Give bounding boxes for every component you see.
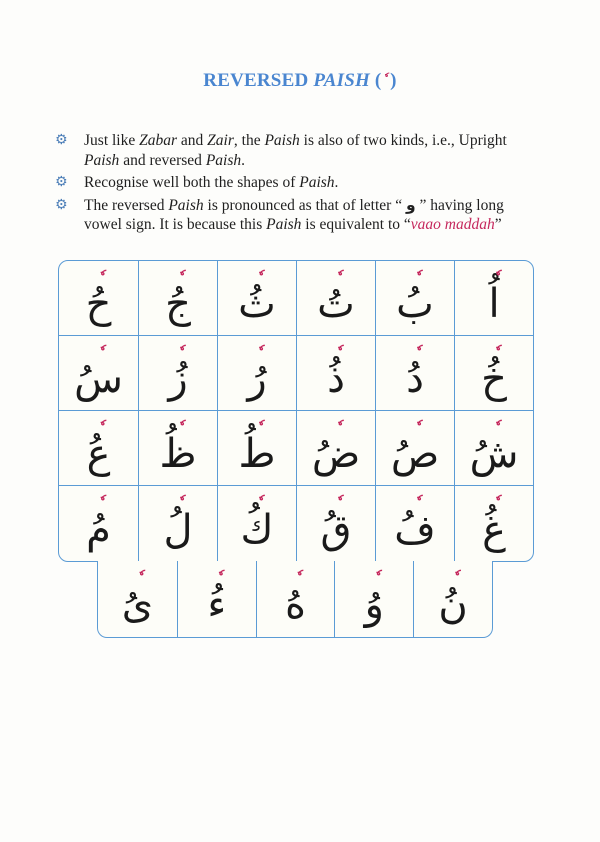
bullet-text: و [405,195,416,214]
bullet-text: Zabar [139,132,178,149]
bullet-text: The reversed [84,196,169,214]
bullet-text: Paish [299,174,335,191]
letter-cell [296,261,375,336]
gear-icon: ⚙ [55,132,68,148]
arabic-letter: بُ [396,281,434,327]
arabic-letter: مُ [86,506,111,553]
letter-cell [296,336,375,411]
arabic-letter: تُ [317,281,355,327]
arabic-letter: هُ [285,582,306,628]
bullet-item [55,173,545,193]
bullet-text: . [334,174,339,191]
title-open: ( [369,70,382,91]
letter-grid-bottom-row [97,561,493,638]
letter-cell [59,261,138,336]
bullet-text: . [241,151,245,169]
bullet-text: , the [233,132,265,149]
bullet-text: Paish [266,216,302,233]
arabic-letter: ءُ [207,582,227,628]
letter-cell [375,486,454,561]
arabic-letter: سُ [74,356,123,402]
arabic-letter: كُ [240,506,274,553]
bullet-item [55,196,545,235]
letter-cell [256,561,335,637]
bullet-list [55,131,545,238]
letter-cell [454,486,533,561]
bullet-text: is pronounced as that of letter “ [203,196,406,214]
letter-cell [138,411,217,486]
bullet-text: Recognise well both the shapes of [84,174,300,191]
bullet-text: Paish [205,151,242,169]
bullet-text: Paish [168,196,204,214]
arabic-letter: ضُ [311,431,361,477]
arabic-letter: ثُ [238,281,276,327]
bullet-text: and [177,132,208,149]
bullet-text: and reversed [119,151,206,169]
bullet-item [55,131,545,170]
arabic-letter: طُ [238,431,276,477]
letter-cell [177,561,256,637]
letter-cell [98,561,177,637]
letter-cell [59,411,138,486]
letter-cell [138,336,217,411]
letter-cell [454,336,533,411]
letter-cell [59,336,138,411]
arabic-letter: خُ [481,356,507,402]
title-prefix: REVERSED [203,70,314,91]
gear-icon: ⚙ [55,174,68,190]
arabic-letter: جُ [165,281,191,327]
arabic-letter: صُ [390,431,440,477]
letter-cell [217,336,296,411]
letter-cell [334,561,413,637]
title-italic: PAISH [313,70,370,91]
arabic-letter: قُ [320,506,352,553]
letter-cell [59,486,138,561]
arabic-letter: یُ [121,582,154,628]
arabic-letter: اُ [488,281,500,327]
letter-cell [138,486,217,561]
letter-cell [454,261,533,336]
bullet-text: ” [494,216,502,233]
letter-cell [454,411,533,486]
letter-cell [138,261,217,336]
letter-cell [375,336,454,411]
arabic-letter: فُ [394,506,436,553]
letter-cell [296,411,375,486]
arabic-letter: غُ [482,506,506,553]
arabic-letter: زُ [168,356,188,402]
arabic-letter: حُ [85,281,112,327]
arabic-letter: شُ [469,431,519,477]
gear-icon: ⚙ [55,196,68,213]
title-close: ) [385,70,397,91]
arabic-letter: لُ [163,506,193,553]
bullet-text: vaao maddah [410,216,495,233]
arabic-letter: وُ [364,582,384,628]
arabic-letter: رُ [247,356,267,402]
letter-cell [217,486,296,561]
letter-cell [375,261,454,336]
bullet-text: Just like [84,132,140,149]
bullet-text: Zair [207,132,234,149]
bullet-text: is equivalent to “ [301,216,411,233]
letter-cell [296,486,375,561]
arabic-letter: ظُ [159,431,197,477]
letter-grid [58,260,534,562]
arabic-letter: عُ [86,431,111,477]
arabic-letter: دُ [406,356,424,402]
arabic-letter: ذُ [327,356,345,402]
bullet-text: Paish [84,151,120,169]
letter-cell [413,561,492,637]
arabic-letter: نُ [438,582,468,628]
letter-cell [217,261,296,336]
letter-cell [375,411,454,486]
page-title [0,70,600,92]
bullet-text: ” having long vowel sign. It is because this [84,196,504,233]
letter-cell [217,411,296,486]
bullet-text: Paish [264,132,300,149]
bullet-text: is also of two kinds, i.e., Upright [299,132,507,149]
